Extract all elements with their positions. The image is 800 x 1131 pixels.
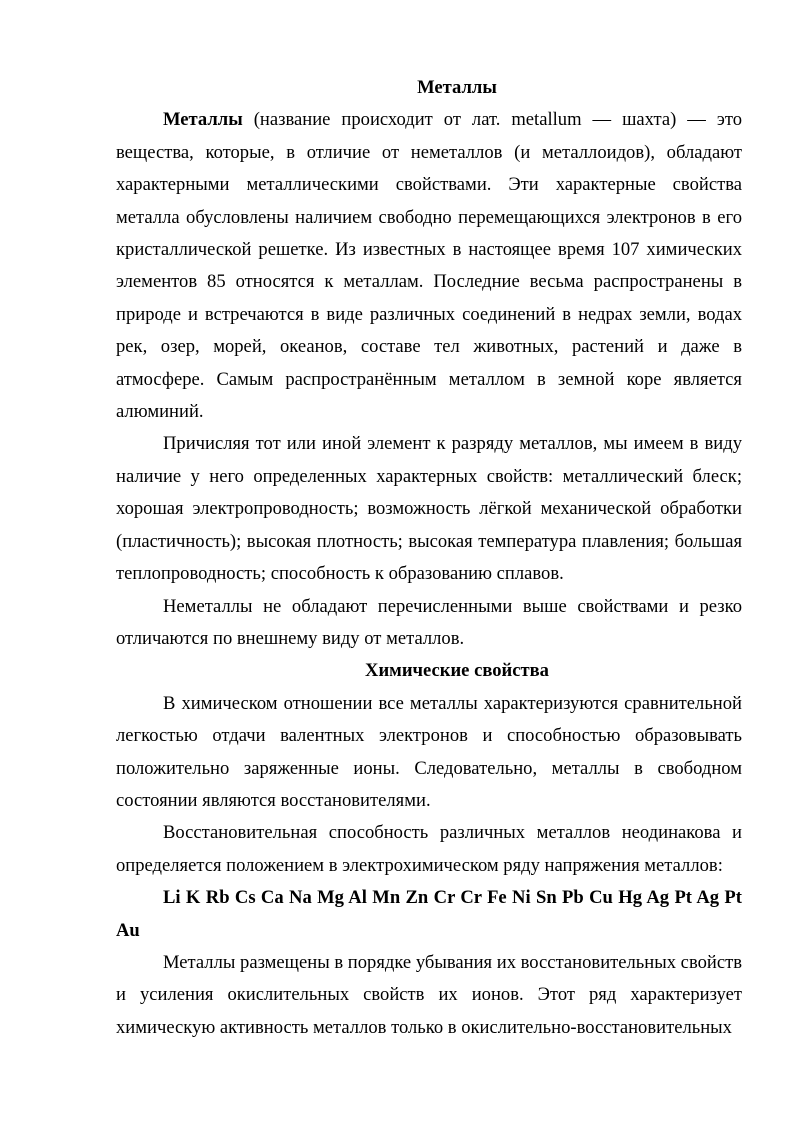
intro-text: (название происходит от лат. metallum — шахта) — это вещества, которые, в отличие от неметаллов (и металлоидов), обладают характерными металлическими свойствами. Эти характерные свойства металла обусловлены наличием свободно перемещающихся электронов в его кристаллической решетке. Из известных в настоящее время 107 химических элементов 85 относятся к металлам. Последние весьма распространены в природе и встречаются в виде различных соединений в недрах земли, водах рек, озер, морей, океанов, составе тел животных, растений и даже в атмосфере. Самым распространённым металлом в земной коре является алюминий. xyxy=(116,109,742,423)
nonmetals-paragraph: Неметаллы не обладают перечисленными выше свойствами и резко отличаются по внешнему виду от металлов. xyxy=(116,595,742,649)
intro-lead-term: Металлы xyxy=(163,109,243,131)
intro-paragraph xyxy=(116,104,742,428)
series-explanation-paragraph: Металлы размещены в порядке убывания их восстановительных свойств и усиления окислительных свойств их ионов. Этот ряд характеризует химическую активность металлов только в окислительно-восстановительных xyxy=(116,951,742,1038)
document-title: Металлы xyxy=(417,77,497,98)
text-body xyxy=(116,72,742,1044)
section-heading-chemical-properties: Химические свойства xyxy=(365,660,549,682)
chemical-relation-paragraph: В химическом отношении все металлы характеризуются сравнительной легкостью отдачи валентных электронов и способностью образовывать положительно заряженные ионы. Следовательно, металлы в свободном состоянии являются восстановителями. xyxy=(116,692,742,811)
properties-paragraph: Причисляя тот или иной элемент к разряду металлов, мы имеем в виду наличие у него определенных характерных свойств: металлический блеск; хорошая электропроводность; возможность лёгкой механической обработки (пластичность); высокая плотность; высокая температура плавления; большая теплопроводность; способность к образованию сплавов. xyxy=(116,433,742,585)
electrochemical-series: Li K Rb Cs Ca Na Mg Al Mn Zn Cr Cr Fe Ni Sn Pb Cu Hg Ag Pt Ag Pt Au xyxy=(116,887,742,941)
reducing-ability-paragraph: Восстановительная способность различных металлов неодинакова и определяется положением в электрохимическом ряду напряжения металлов: xyxy=(116,822,742,876)
